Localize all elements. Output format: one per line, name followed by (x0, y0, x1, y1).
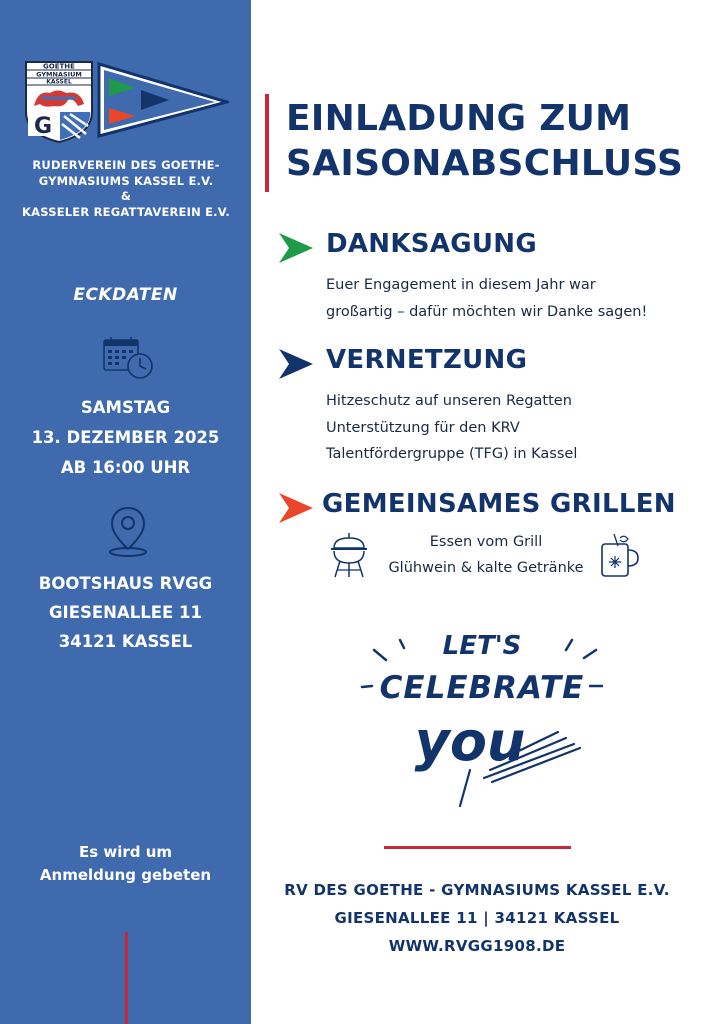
lets-celebrate-you-lettering (352, 620, 612, 820)
event-date (0, 393, 251, 483)
bbq-grill-icon (329, 530, 369, 580)
registration-line: Es wird um (78, 843, 173, 861)
club-name-line: RUDERVEREIN DES GOETHE- (32, 158, 220, 172)
registration-line: Anmeldung gebeten (39, 866, 212, 884)
venue-street: GIESENALLEE 11 (49, 603, 202, 622)
section-line: Euer Engagement in diesem Jahr war (326, 277, 596, 293)
svg-text:LET'S: LET'S (442, 631, 522, 661)
orange-arrow-icon (279, 493, 313, 523)
location-pin-icon (106, 505, 150, 559)
green-arrow-icon (279, 233, 313, 263)
section-text-grill (370, 529, 602, 581)
key-data-heading: ECKDATEN (73, 285, 178, 305)
title-line: SAISONABSCHLUSS (286, 143, 684, 184)
footer-website-link[interactable]: WWW.RVGG1908.DE (388, 937, 566, 955)
school-crest-logo (24, 60, 94, 144)
svg-text:GYMNASIUM: GYMNASIUM (36, 70, 82, 79)
event-date-text: 13. DEZEMBER 2025 (31, 428, 220, 447)
section-line: Talentfördergruppe (TFG) in Kassel (326, 446, 578, 462)
title-line: EINLADUNG ZUM (286, 98, 632, 139)
club-names (10, 158, 242, 220)
title-accent-bar (265, 94, 269, 192)
event-weekday: SAMSTAG (80, 398, 171, 417)
section-line: Hitzeschutz auf unseren Regatten (326, 393, 572, 409)
event-time: AB 16:00 UHR (60, 458, 191, 477)
section-heading-networking: VERNETZUNG (326, 345, 528, 375)
event-address (0, 569, 251, 656)
section-heading-grill: GEMEINSAMES GRILLEN (322, 489, 676, 519)
page-title (286, 96, 716, 186)
mulled-wine-mug-icon (598, 530, 640, 580)
venue-name: BOOTSHAUS RVGG (38, 574, 213, 593)
venue-city: 34121 KASSEL (58, 632, 193, 651)
footer-club-name: RV DES GOETHE - GYMNASIUMS KASSEL E.V. (284, 881, 670, 899)
registration-note (0, 841, 251, 887)
section-heading-thanks: DANKSAGUNG (326, 229, 538, 259)
calendar-clock-icon (102, 336, 154, 380)
club-name-line: GYMNASIUMS KASSEL E.V. (38, 173, 214, 188)
footer-divider (384, 846, 571, 849)
section-text-networking (326, 388, 577, 468)
sidebar-accent-line (125, 932, 128, 1024)
section-line: großartig – dafür möchten wir Danke sagen! (326, 303, 648, 320)
section-text-thanks (326, 272, 647, 325)
svg-text:KASSEL: KASSEL (46, 78, 72, 86)
svg-text:GOETHE: GOETHE (43, 62, 75, 71)
svg-text:you: you (414, 710, 526, 773)
svg-text:G: G (33, 114, 53, 139)
club-name-line: KASSELER REGATTAVEREIN E.V. (22, 204, 230, 219)
svg-text:CELEBRATE: CELEBRATE (379, 670, 585, 706)
club-name-ampersand: & (120, 189, 132, 203)
section-line: Essen vom Grill (429, 534, 543, 550)
footer-address: GIESENALLEE 11 | 34121 KASSEL (334, 909, 620, 927)
section-line: Unterstützung für den KRV (326, 419, 520, 436)
regatta-pennant-logo (97, 62, 229, 138)
footer (262, 876, 692, 960)
sidebar (0, 0, 251, 1024)
section-line: Glühwein & kalte Getränke (388, 560, 584, 576)
navy-arrow-icon (279, 349, 313, 379)
